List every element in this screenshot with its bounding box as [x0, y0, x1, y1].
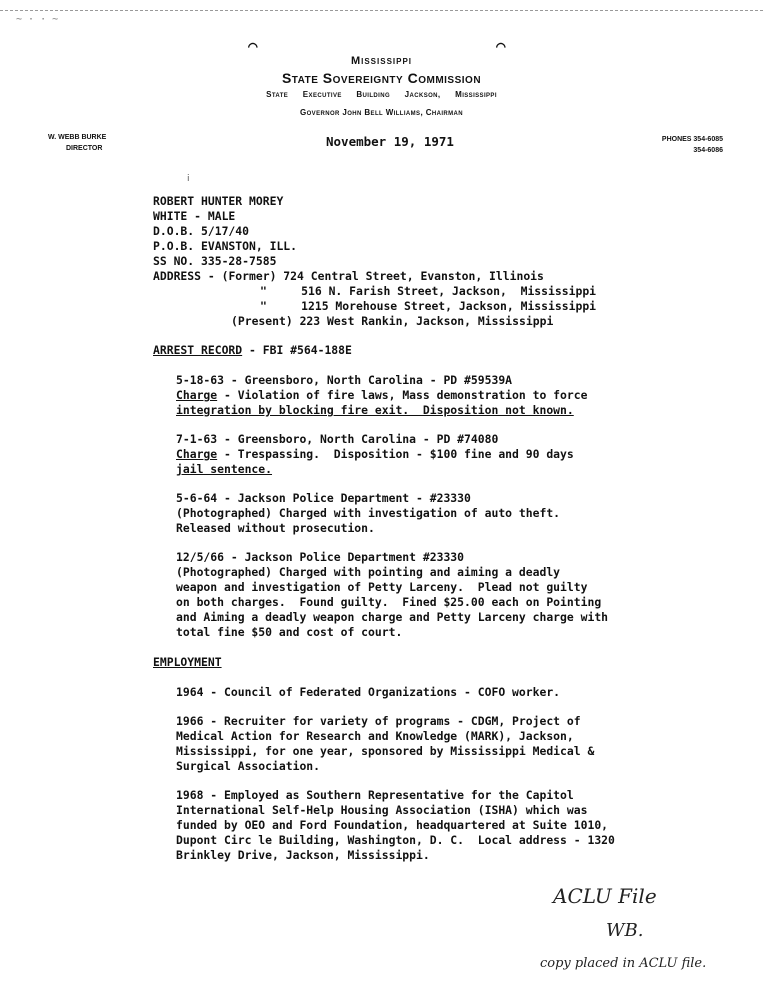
margin-marks: ~ · · ~ [16, 14, 59, 25]
arrest-1-charge: Charge [176, 388, 218, 402]
employment-3-line2: International Self-Help Housing Association (ISHA) which was [176, 803, 588, 817]
seal-mark-left: ⌒ [248, 36, 258, 55]
subject-race-sex: WHITE - MALE [153, 209, 236, 223]
employment-1: 1964 - Council of Federated Organizations - COFO worker. [176, 685, 561, 699]
arrest-2-line1: 7-1-63 - Greensboro, North Carolina - PD #74080 [176, 432, 499, 446]
arrest-3-line1: 5-6-64 - Jackson Police Department - #23330 [176, 491, 471, 505]
arrest-4-line4: on both charges. Found guilty. Fined $25.00 each on Pointing [176, 595, 602, 609]
arrest-1-line1: 5-18-63 - Greensboro, North Carolina - PD #59539A [176, 373, 513, 387]
address-4: (Present) 223 West Rankin, Jackson, Mississippi [231, 314, 554, 328]
letterhead-building: State Executive Building [266, 90, 391, 99]
arrest-4-line2: (Photographed) Charged with pointing and aiming a deadly [176, 565, 561, 579]
letterhead-city: Jackson, Mississippi [404, 90, 497, 99]
arrest-2-line2 [176, 447, 574, 462]
director-block [48, 132, 106, 154]
arrest-4-line6: total fine $50 and cost of court. [176, 625, 403, 639]
subject-pob: P.O.B. EVANSTON, ILL. [153, 239, 298, 253]
address-3: " 1215 Morehouse Street, Jackson, Mississippi [260, 299, 597, 313]
letterhead-state: Mississippi [350, 55, 413, 67]
phones-block [662, 134, 723, 156]
letterhead-governor: Governor John Bell Williams, Chairman [299, 108, 464, 117]
arrest-2-line3: jail sentence. [176, 462, 273, 476]
arrest-2-charge-text: - Trespassing. Disposition - $100 fine and 90 days [217, 447, 574, 461]
handwritten-initials: WB. [606, 920, 644, 941]
employment-2-line3: Mississippi, for one year, sponsored by Mississippi Medical & [176, 744, 595, 758]
address-2: " 516 N. Farish Street, Jackson, Mississippi [260, 284, 597, 298]
subject-dob: D.O.B. 5/17/40 [153, 224, 250, 238]
letterhead-address [0, 90, 763, 99]
arrest-heading: ARREST RECORD [153, 343, 243, 357]
arrest-1-line3: integration by blocking fire exit. Disposition not known. [176, 403, 574, 417]
arrest-heading-line [153, 343, 352, 358]
subject-address-line [153, 269, 544, 284]
employment-2-line1: 1966 - Recruiter for variety of programs - CDGM, Project of [176, 714, 581, 728]
seal-mark-right: ⌒ [496, 36, 506, 55]
subject-ss: SS NO. 335-28-7585 [153, 254, 277, 268]
employment-2-line2: Medical Action for Research and Knowledge (MARK), Jackson, [176, 729, 574, 743]
margin-tick: ⅰ [187, 174, 190, 184]
arrest-1-charge-text: - Violation of fire laws, Mass demonstration to force [217, 388, 588, 402]
subject-name: ROBERT HUNTER MOREY [153, 194, 284, 208]
arrest-2-charge: Charge [176, 447, 218, 461]
director-name: W. WEBB BURKE [48, 134, 107, 141]
arrest-3-line3: Released without prosecution. [176, 521, 375, 535]
arrest-1-line2 [176, 388, 587, 403]
arrest-4-line1: 12/5/66 - Jackson Police Department #23330 [176, 550, 465, 564]
handwritten-aclu-file: ACLU File [553, 884, 657, 908]
arrest-3-line2: (Photographed) Charged with investigation of auto theft. [176, 506, 561, 520]
phone-2: 354-6086 [693, 147, 723, 154]
arrest-4-line5: and Aiming a deadly weapon charge and Petty Larceny charge with [176, 610, 609, 624]
page-border [0, 10, 763, 11]
letter-date: November 19, 1971 [326, 134, 454, 149]
employment-3-line5: Brinkley Drive, Jackson, Mississippi. [176, 848, 430, 862]
employment-2-line4: Surgical Association. [176, 759, 321, 773]
address-label: ADDRESS [153, 269, 202, 283]
letterhead-commission: State Sovereignty Commission [281, 70, 482, 86]
address-1: - (Former) 724 Central Street, Evanston, Illinois [201, 269, 544, 283]
phone-1: PHONES 354-6085 [661, 136, 723, 143]
employment-3-line4: Dupont Circ le Building, Washington, D. C. Local address - 1320 [176, 833, 615, 847]
employment-3-line1: 1968 - Employed as Southern Representative for the Capitol [176, 788, 574, 802]
arrest-4-line3: weapon and investigation of Petty Larceny. Plead not guilty [176, 580, 588, 594]
handwritten-copy-note: copy placed in ACLU file. [540, 956, 707, 971]
director-title: DIRECTOR [66, 145, 103, 152]
arrest-fbi: - FBI #564-188E [242, 343, 352, 357]
employment-3-line3: funded by OEO and Ford Foundation, headquartered at Suite 1010, [176, 818, 609, 832]
employment-heading: EMPLOYMENT [153, 655, 222, 669]
